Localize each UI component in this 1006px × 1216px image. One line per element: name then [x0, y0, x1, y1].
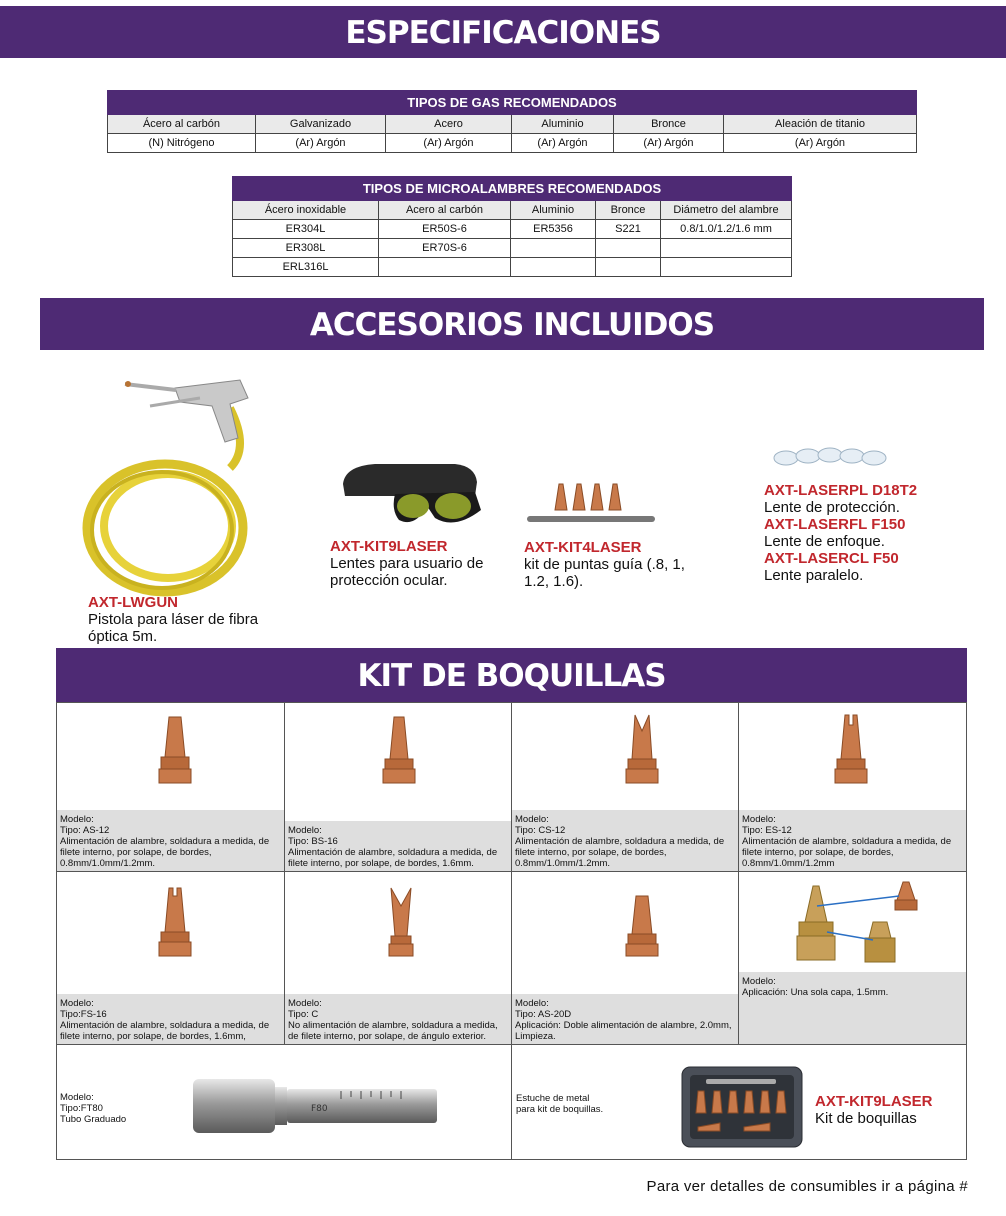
lenses-image	[772, 444, 890, 470]
wire-table	[232, 176, 792, 277]
wire-cell	[596, 258, 661, 277]
nozzle-info	[57, 810, 284, 871]
nozzle-description: No alimentación de alambre, soldadura a medida, de filete interno, por solape, de ángulo exterior.	[288, 1020, 498, 1042]
nozzle-info	[512, 810, 738, 871]
gas-header: Bronce	[614, 115, 724, 134]
nozzle-label: Modelo:	[515, 814, 549, 825]
nozzle-type: Tipo: ES-12	[742, 825, 792, 836]
nozzle-card	[738, 871, 967, 1045]
gas-table	[107, 90, 917, 153]
lens3-description: Lente paralelo.	[764, 567, 864, 584]
nozzle-label: Modelo:	[288, 998, 322, 1009]
case-name: Kit de boquillas	[815, 1110, 917, 1127]
gas-header: Aleación de titanio	[724, 115, 917, 134]
case-code: AXT-KIT9LASER	[815, 1093, 933, 1110]
wire-cell: ER308L	[233, 239, 379, 258]
nozzle-type: Tipo: CS-12	[515, 825, 566, 836]
wire-cell: ER70S-6	[379, 239, 511, 258]
nozzle-description: Alimentación de alambre, soldadura a medida, de filete interno, por solape, de bordes, 0.8mm/1.0mm/1.2mm.	[515, 836, 725, 869]
gas-header: Ácero al carbón	[108, 115, 256, 134]
nozzle-card	[56, 702, 285, 872]
nozzle-image	[622, 886, 662, 966]
glasses-description: Lentes para usuario de protección ocular.	[330, 555, 484, 589]
nozzle-card	[56, 871, 285, 1045]
wire-cell: ER50S-6	[379, 220, 511, 239]
wire-header: Acero al carbón	[379, 201, 511, 220]
gun-code: AXT-LWGUN	[88, 594, 178, 611]
nozzle-type: Tipo: AS-20D	[515, 1009, 572, 1020]
nozzle-info	[739, 810, 966, 871]
gas-table-title: TIPOS DE GAS RECOMENDADOS	[108, 91, 917, 115]
wire-cell: ER5356	[511, 220, 596, 239]
safety-glasses-image	[335, 458, 485, 533]
wire-header: Ácero inoxidable	[233, 201, 379, 220]
gas-cell: (Ar) Argón	[256, 134, 386, 153]
nozzle-image	[831, 713, 871, 793]
nozzle-info	[739, 972, 966, 1044]
nozzle-card	[284, 871, 512, 1045]
gas-header: Aluminio	[512, 115, 614, 134]
glasses-code: AXT-KIT9LASER	[330, 538, 448, 555]
gas-header: Galvanizado	[256, 115, 386, 134]
gas-cell: (Ar) Argón	[386, 134, 512, 153]
wire-cell	[596, 239, 661, 258]
wire-cell: ERL316L	[233, 258, 379, 277]
nozzle-info	[57, 994, 284, 1044]
nozzle-type: Tipo:FS-16	[60, 1009, 107, 1020]
nozzle-image	[381, 886, 421, 966]
nozzle-info	[512, 994, 738, 1044]
wire-cell: S221	[596, 220, 661, 239]
nozzle-description: Aplicación: Una sola capa, 1.5mm.	[742, 987, 889, 998]
nozzle-description: Alimentación de alambre, soldadura a medida, de filete interno, por solape, de bordes, 0.8mm/1.0mm/1.2mm	[742, 836, 952, 869]
nozzle-card	[511, 702, 739, 872]
laser-gun-image	[80, 368, 280, 603]
nozzle-case-image	[680, 1065, 804, 1149]
glasses-accessory	[330, 538, 510, 589]
nozzle-image	[155, 886, 195, 966]
lens3-code: AXT-LASERCL F50	[764, 550, 899, 567]
wire-cell	[511, 258, 596, 277]
tube-type: Tipo:FT80	[60, 1103, 103, 1114]
wire-table-title: TIPOS DE MICROALAMBRES RECOMENDADOS	[233, 177, 792, 201]
wire-cell	[379, 258, 511, 277]
case-description: Estuche de metal para kit de boquillas.	[516, 1093, 604, 1115]
nozzle-info	[285, 821, 511, 871]
nozzle-label: Modelo:	[742, 976, 776, 987]
wire-header: Diámetro del alambre	[661, 201, 792, 220]
specs-banner: ESPECIFICACIONES	[0, 6, 1006, 58]
nozzle-description: Alimentación de alambre, soldadura a medida, de filete interno, por solape, de bordes, 1.6mm.	[288, 847, 498, 869]
nozzle-label: Modelo:	[515, 998, 549, 1009]
tips-code: AXT-KIT4LASER	[524, 539, 642, 556]
gun-accessory	[88, 594, 288, 645]
gas-header: Acero	[386, 115, 512, 134]
tube-info	[60, 1092, 126, 1125]
nozzle-kit-banner: KIT DE BOQUILLAS	[56, 648, 967, 702]
tube-marking: F80	[311, 1104, 328, 1114]
wire-cell: ER304L	[233, 220, 379, 239]
nozzle-type: Tipo: AS-12	[60, 825, 110, 836]
nozzle-type: Tipo: BS-16	[288, 836, 338, 847]
wire-cell	[511, 239, 596, 258]
nozzle-image	[379, 713, 419, 793]
nozzle-card	[511, 871, 739, 1045]
nozzle-image	[795, 876, 935, 974]
gas-cell: (N) Nitrógeno	[108, 134, 256, 153]
accessories-banner: ACCESORIOS INCLUIDOS	[40, 298, 984, 350]
lens1-code: AXT-LASERPL D18T2	[764, 482, 918, 499]
tube-label: Modelo:	[60, 1092, 94, 1103]
graduated-tube-card	[56, 1044, 512, 1160]
lens2-description: Lente de enfoque.	[764, 533, 885, 550]
nozzle-case-card	[511, 1044, 967, 1160]
tips-accessory	[524, 539, 714, 590]
lens1-description: Lente de protección.	[764, 499, 900, 516]
tube-description: Tubo Graduado	[60, 1114, 127, 1125]
gun-description: Pistola para láser de fibra óptica 5m.	[88, 611, 259, 645]
nozzle-image	[155, 713, 195, 793]
nozzle-type: Tipo: C	[288, 1009, 319, 1020]
nozzle-description: Alimentación de alambre, soldadura a medida, de filete interno, por solape, de bordes, 0.8mm/1.0mm/1.2mm.	[60, 836, 270, 869]
lens2-code: AXT-LASERFL F150	[764, 516, 906, 533]
nozzle-description: Aplicación: Doble alimentación de alambre, 2.0mm, Limpieza.	[515, 1020, 732, 1042]
nozzle-card	[284, 702, 512, 872]
nozzle-info	[285, 994, 511, 1044]
graduated-tube-image	[191, 1075, 441, 1137]
gas-cell: (Ar) Argón	[614, 134, 724, 153]
nozzle-label: Modelo:	[60, 814, 94, 825]
gas-cell: (Ar) Argón	[724, 134, 917, 153]
wire-cell	[661, 239, 792, 258]
nozzle-image	[622, 713, 662, 793]
wire-cell: 0.8/1.0/1.2/1.6 mm	[661, 220, 792, 239]
lenses-accessory	[764, 482, 964, 584]
guide-tips-image	[525, 480, 657, 526]
nozzle-label: Modelo:	[288, 825, 322, 836]
nozzle-label: Modelo:	[742, 814, 776, 825]
nozzle-description: Alimentación de alambre, soldadura a medida, de filete interno, por solape, de bordes, 1.6mm,	[60, 1020, 270, 1042]
tips-description: kit de puntas guía (.8, 1, 1.2, 1.6).	[524, 556, 685, 590]
wire-header: Bronce	[596, 201, 661, 220]
footer-note: Para ver detalles de consumibles ir a página #	[646, 1178, 968, 1195]
wire-cell	[661, 258, 792, 277]
nozzle-card	[738, 702, 967, 872]
nozzle-label: Modelo:	[60, 998, 94, 1009]
case-label	[815, 1093, 965, 1127]
wire-header: Aluminio	[511, 201, 596, 220]
gas-cell: (Ar) Argón	[512, 134, 614, 153]
